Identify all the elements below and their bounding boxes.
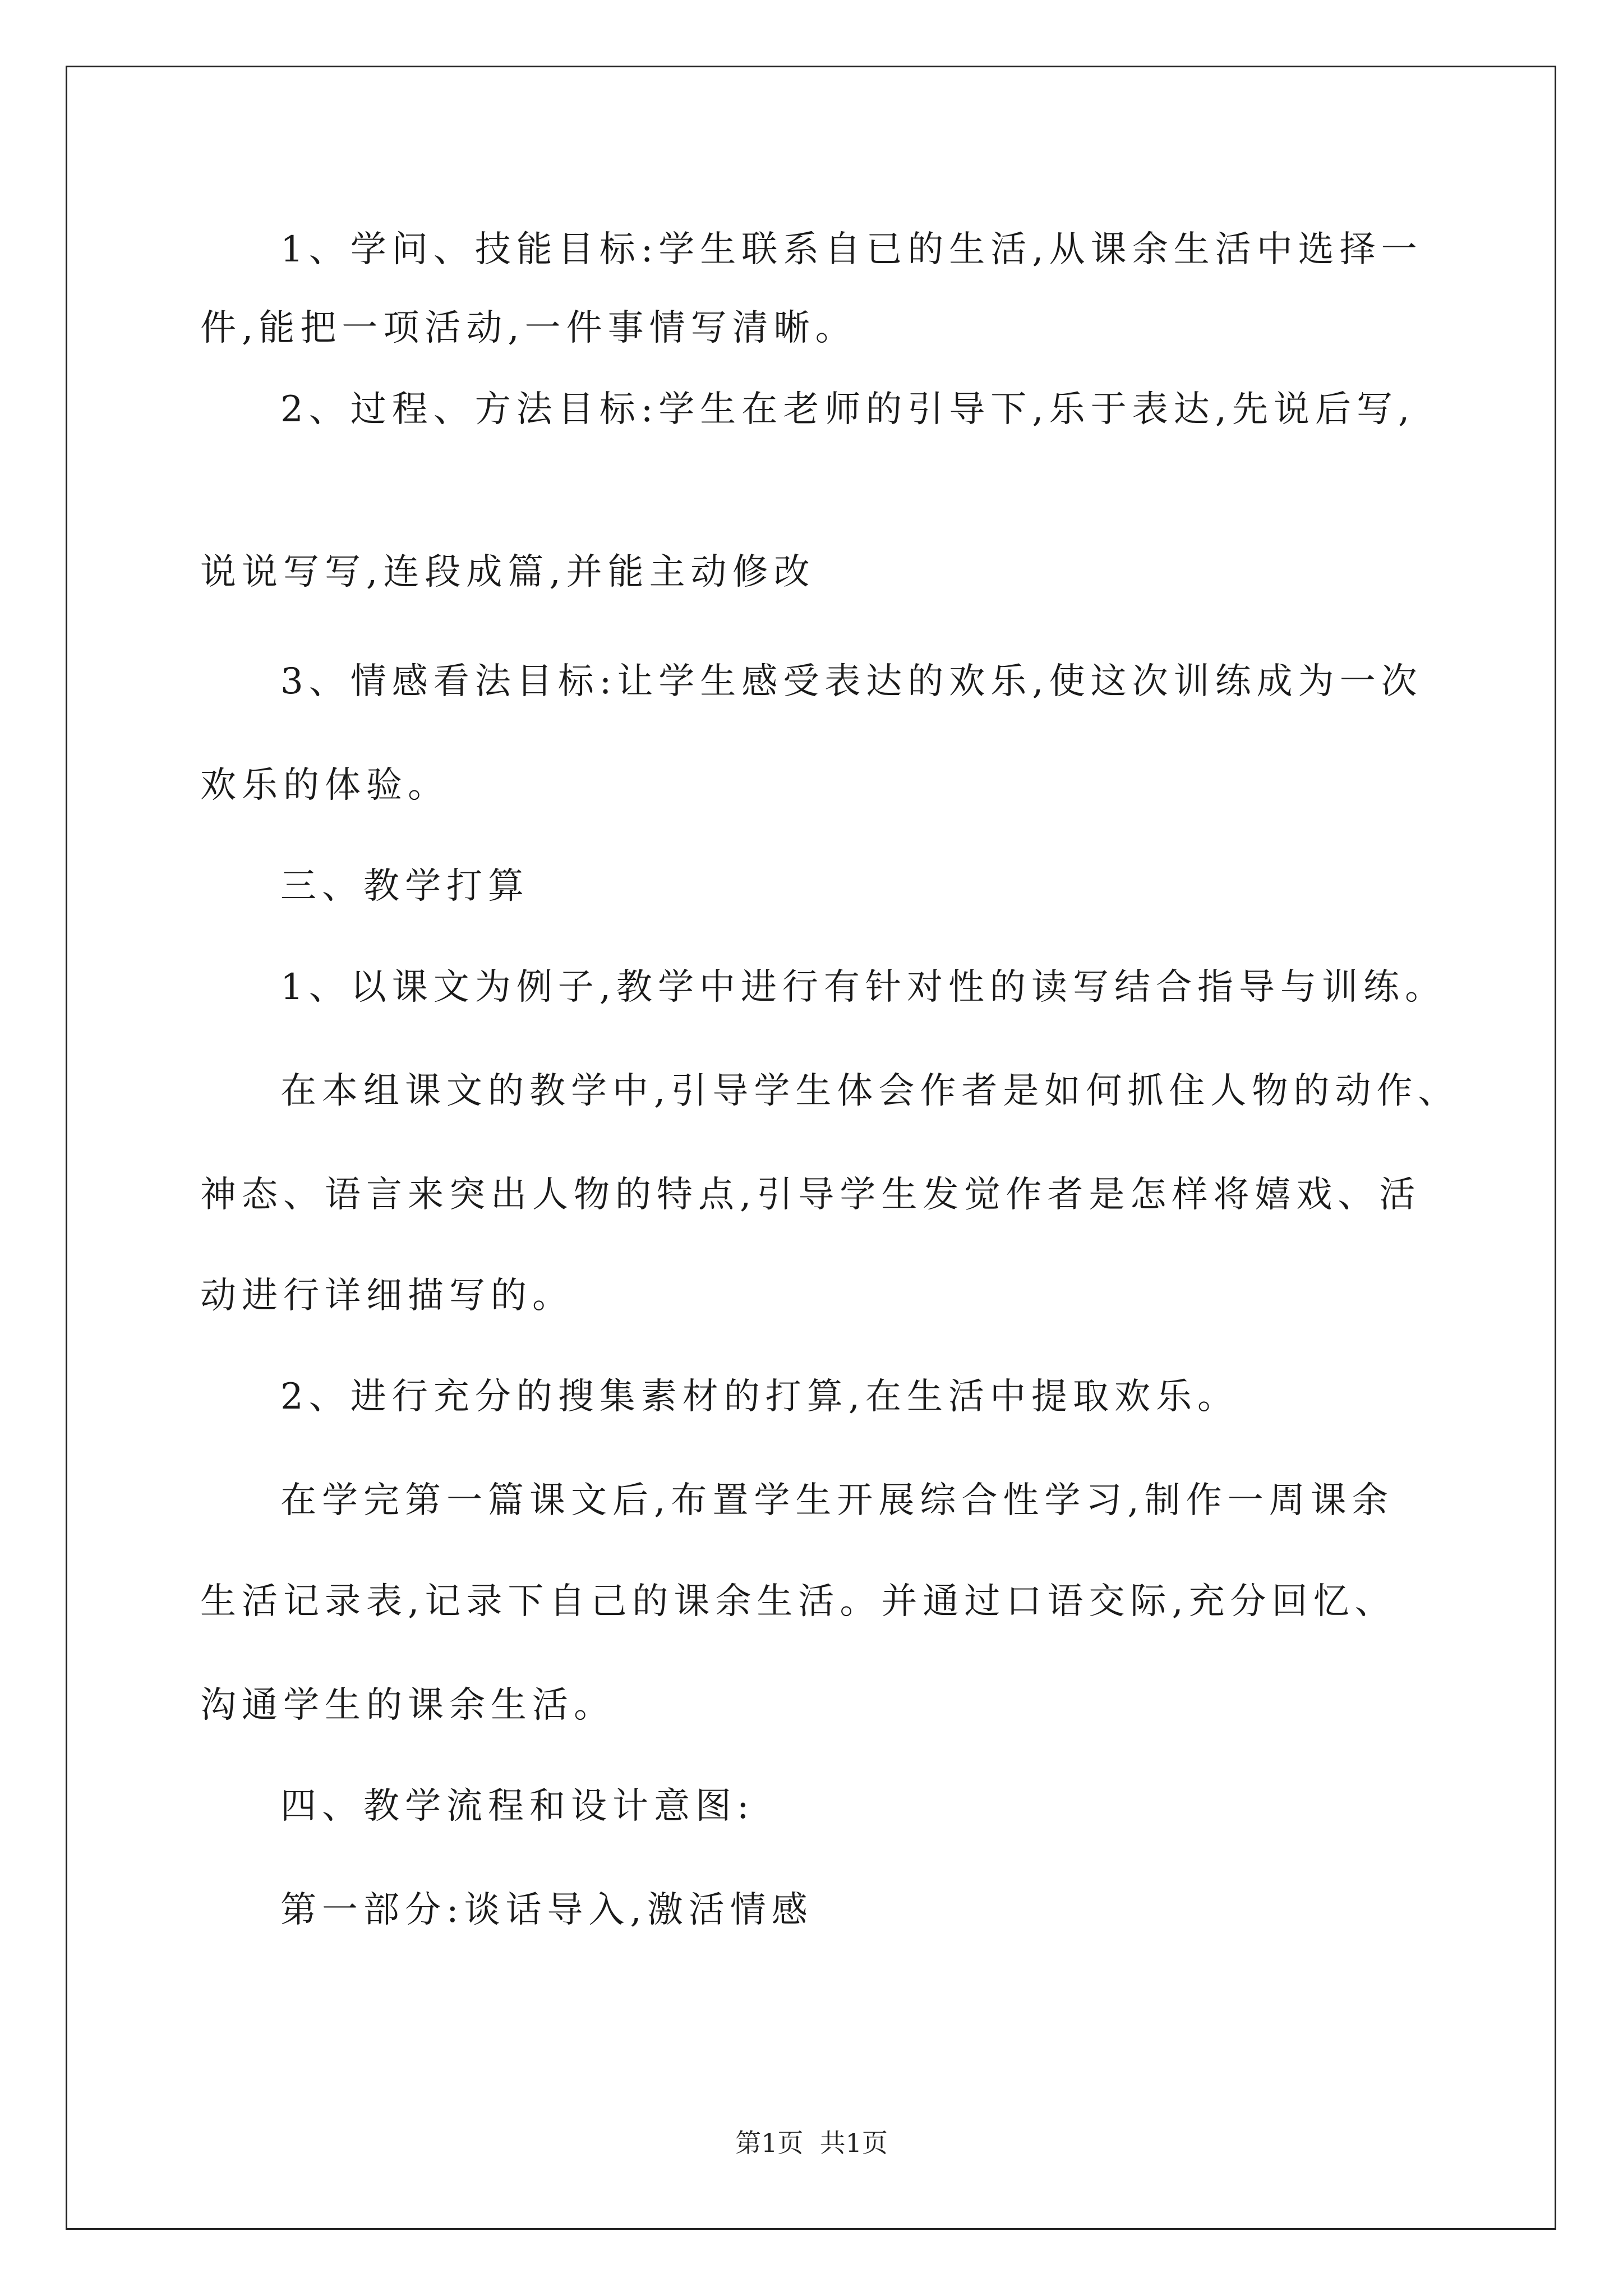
- paragraph-line: 欢乐的体验。: [200, 765, 449, 806]
- paragraph-line: 动进行详细描写的。: [200, 1275, 574, 1317]
- paragraph-line: 沟通学生的课余生活。: [200, 1685, 615, 1726]
- paragraph-line: 在本组课文的教学中,引导学生体会作者是如何抓住人物的动作、: [280, 1070, 1460, 1112]
- paragraph-line: 在学完第一篇课文后,布置学生开展综合性学习,制作一周课余: [280, 1480, 1394, 1521]
- paragraph-line: 件,能把一项活动,一件事情写清晰。: [200, 307, 857, 349]
- paragraph-line: 生活记录表,记录下自己的课余生活。并通过口语交际,充分回忆、: [200, 1581, 1396, 1622]
- paragraph-line: 3、情感看法目标:让学生感受表达的欢乐,使这次训练成为一次: [280, 661, 1423, 702]
- paragraph-line: 1、以课文为例子,教学中进行有针对性的读写结合指导与训练。: [280, 967, 1447, 1008]
- paragraph-line: 说说写写,连段成篇,并能主动修改: [200, 551, 815, 593]
- paragraph-line: 2、过程、方法目标:学生在老师的引导下,乐于表达,先说后写,: [280, 389, 1415, 430]
- paragraph-line: 1、学问、技能目标:学生联系自已的生活,从课余生活中选择一: [280, 229, 1423, 270]
- paragraph-line: 第一部分:谈话导入,激活情感: [280, 1889, 813, 1931]
- paragraph-line: 神态、语言来突出人物的特点,引导学生发觉作者是怎样将嬉戏、活: [200, 1174, 1421, 1216]
- page-footer: 第1页 共1页: [735, 2128, 888, 2158]
- section-heading: 三、教学打算: [280, 866, 529, 907]
- paragraph-line: 2、进行充分的搜集素材的打算,在生活中提取欢乐。: [280, 1376, 1239, 1418]
- section-heading: 四、教学流程和设计意图:: [280, 1786, 755, 1827]
